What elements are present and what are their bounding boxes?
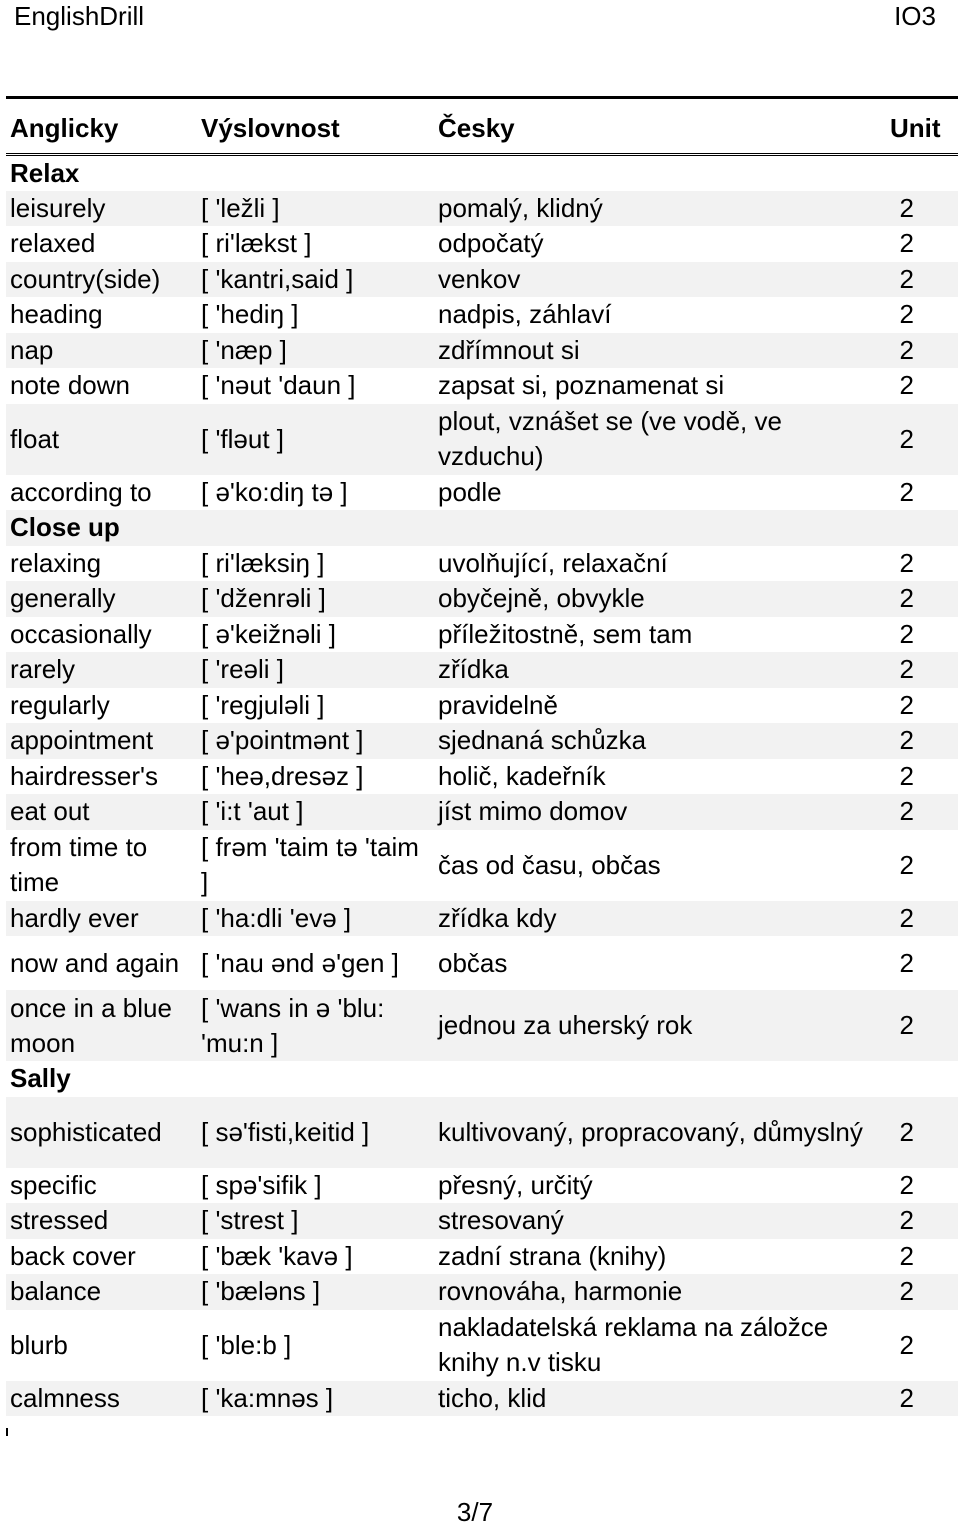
cell-english: Close up [6,510,197,546]
table-row [6,901,958,937]
cell-pronunciation: [ ri'lækst ] [201,228,312,259]
section-row [6,1061,958,1097]
cell-unit: 2 [886,333,958,369]
cell-unit: 2 [899,1240,914,1271]
cell-czech: uvolňující, relaxační [438,547,668,578]
table-row [6,1168,958,1204]
table-row [6,368,958,404]
cell-czech: venkov [434,262,886,298]
cell-pronunciation: [ spə'sifik ] [201,1169,322,1200]
cell-english: leisurely [6,191,197,227]
cell-pronunciation: [ 'bæk 'kavə ] [201,1240,353,1271]
section-row [6,510,958,546]
cell-english: stressed [6,1203,197,1239]
cell-english: now and again [10,947,180,978]
cell-pronunciation: [ 'reəli ] [197,652,434,688]
cell-czech: příležitostně, sem tam [438,618,693,649]
cell-pronunciation: [ ə'pointmənt ] [197,723,434,759]
cell-english: heading [10,299,103,330]
cell-czech: kultivovaný, propracovaný, důmyslný [434,1097,886,1168]
cell-unit: 2 [886,191,958,227]
cell-czech: plout, vznášet se (ve vodě, ve vzduchu) [434,404,886,475]
cell-czech: podle [438,476,502,507]
cell-czech: zapsat si, poznamenat si [438,370,725,401]
cell-pronunciation: [ 'nau ənd ə'gen ] [201,947,399,978]
cell-pronunciation: [ 'ble:b ] [201,1329,292,1360]
table-row [6,226,958,262]
cell-czech: přesný, určitý [438,1169,593,1200]
cell-english: hairdresser's [10,760,159,791]
cell-czech: sjednaná schůzka [434,723,886,759]
cell-unit [886,510,958,546]
cell-czech: pomalý, klidný [434,191,886,227]
cell-czech: stresovaný [434,1203,886,1239]
cell-unit: 2 [886,723,958,759]
cell-unit: 2 [886,990,958,1061]
column-header-unit: Unit [890,113,941,144]
cell-pronunciation: [ 'bæləns ] [197,1274,434,1310]
cell-english: regularly [10,689,110,720]
cell-unit: 2 [899,476,914,507]
cell-english: hardly ever [6,901,197,937]
table-row [6,297,958,333]
cell-pronunciation: [ sə'fisti,keitid ] [197,1097,434,1168]
cell-english: balance [6,1274,197,1310]
cell-unit: 2 [899,760,914,791]
cell-czech: odpočatý [438,228,544,259]
cell-czech: jíst mimo domov [434,794,886,830]
cell-czech: zdřímnout si [434,333,886,369]
cell-english: note down [10,370,130,401]
table-row [6,262,958,298]
table-row [6,1274,958,1310]
column-header-pronunciation: Výslovnost [201,113,340,144]
cell-unit: 2 [886,901,958,937]
table-row [6,652,958,688]
column-header-czech: Česky [438,113,515,144]
table-row [6,617,958,653]
cell-czech: ticho, klid [434,1381,886,1417]
cell-unit: 2 [899,299,914,330]
page-number: 3/7 [456,1497,494,1527]
cell-english: rarely [6,652,197,688]
cell-unit: 2 [899,689,914,720]
cell-pronunciation: [ 'strest ] [197,1203,434,1239]
cell-unit: 2 [886,794,958,830]
cell-czech: rovnováha, harmonie [434,1274,886,1310]
table-header-row [6,99,958,154]
table-row [6,191,958,227]
cell-english: specific [10,1169,97,1200]
table-row [6,1381,958,1417]
cell-pronunciation: [ 'regjuləli ] [201,689,325,720]
page-header [0,0,960,34]
cell-czech: holič, kadeřník [438,760,606,791]
document-code: IO3 [894,1,936,31]
table-border-end [6,1428,8,1436]
cell-english: calmness [6,1381,197,1417]
cell-czech: zřídka kdy [434,901,886,937]
section-row [6,154,958,191]
cell-pronunciation: [ 'hediŋ ] [201,299,299,330]
cell-pronunciation: [ frəm 'taim tə 'taim ] [201,832,419,897]
cell-english: generally [6,581,197,617]
cell-czech: pravidelně [438,689,558,720]
cell-english: Relax [10,157,80,188]
cell-english: country(side) [6,262,197,298]
cell-unit: 2 [886,1381,958,1417]
column-header-english: Anglicky [10,113,119,144]
cell-unit: 2 [886,404,958,475]
table-row [6,688,958,724]
table-body [6,154,958,1416]
cell-pronunciation: [ ə'ko:diŋ tə ] [201,476,348,507]
table-row [6,759,958,795]
cell-english: relaxed [10,228,96,259]
cell-unit: 2 [899,547,914,578]
cell-pronunciation: [ 'ležli ] [197,191,434,227]
cell-english: blurb [10,1329,68,1360]
table-row [6,830,958,901]
cell-unit: 2 [886,1203,958,1239]
cell-unit: 2 [899,1329,914,1360]
cell-english: appointment [6,723,197,759]
cell-unit: 2 [886,262,958,298]
cell-pronunciation: [ 'ha:dli 'evə ] [197,901,434,937]
cell-english: relaxing [10,547,102,578]
cell-unit: 2 [899,947,914,978]
cell-unit: 2 [899,370,914,401]
cell-unit: 2 [899,849,914,880]
cell-unit: 2 [886,1274,958,1310]
cell-czech: obyčejně, obvykle [434,581,886,617]
table-row [6,581,958,617]
cell-pronunciation: [ ə'keižnəli ] [201,618,337,649]
cell-unit: 2 [899,618,914,649]
cell-czech: zadní strana (knihy) [438,1240,667,1271]
cell-czech [434,1061,886,1097]
cell-pronunciation [197,154,434,191]
table-row [6,936,958,990]
cell-pronunciation [197,1061,434,1097]
table-row [6,1239,958,1275]
cell-english: nap [6,333,197,369]
table-row [6,990,958,1061]
cell-english: eat out [6,794,197,830]
cell-unit: 2 [899,228,914,259]
cell-unit: 2 [899,1169,914,1200]
table-row [6,794,958,830]
cell-czech: nadpis, záhlaví [438,299,612,330]
cell-unit [886,1061,958,1097]
cell-pronunciation: [ 'i:t 'aut ] [197,794,434,830]
table-row [6,546,958,582]
cell-english: once in a blue moon [6,990,197,1061]
table-row [6,1203,958,1239]
cell-pronunciation: [ 'ka:mnəs ] [197,1381,434,1417]
vocabulary-table [6,96,958,1416]
document-title: EnglishDrill [14,1,145,31]
cell-pronunciation: [ 'heə,dresəz ] [201,760,364,791]
cell-pronunciation: [ ri'læksiŋ ] [201,547,325,578]
cell-unit [886,154,958,191]
cell-unit: 2 [886,652,958,688]
cell-czech: nakladatelská reklama na záložce knihy n.v tisku [438,1312,829,1377]
cell-czech: čas od času, občas [438,849,661,880]
cell-czech: zřídka [434,652,886,688]
cell-unit: 2 [886,1097,958,1168]
cell-pronunciation: [ 'fləut ] [197,404,434,475]
cell-pronunciation: [ 'kantri,said ] [197,262,434,298]
cell-english: float [6,404,197,475]
cell-czech: jednou za uherský rok [434,990,886,1061]
cell-pronunciation: [ 'næp ] [197,333,434,369]
cell-unit: 2 [886,581,958,617]
table-row [6,475,958,511]
cell-english: occasionally [10,618,152,649]
cell-pronunciation: [ 'wans in ə 'blu: 'mu:n ] [197,990,434,1061]
cell-english: Sally [10,1063,71,1094]
cell-english: back cover [10,1240,136,1271]
table-row [6,333,958,369]
cell-english: from time to time [10,832,148,897]
cell-czech [434,154,886,191]
table-row [6,404,958,475]
cell-pronunciation: [ 'nəut 'daun ] [201,370,356,401]
cell-czech: občas [438,947,508,978]
table-row [6,1097,958,1168]
cell-pronunciation: [ 'dženrəli ] [197,581,434,617]
cell-pronunciation [197,510,434,546]
table-row [6,1310,958,1381]
cell-english: according to [10,476,152,507]
cell-czech [434,510,886,546]
cell-english: sophisticated [6,1097,197,1168]
table-row [6,723,958,759]
